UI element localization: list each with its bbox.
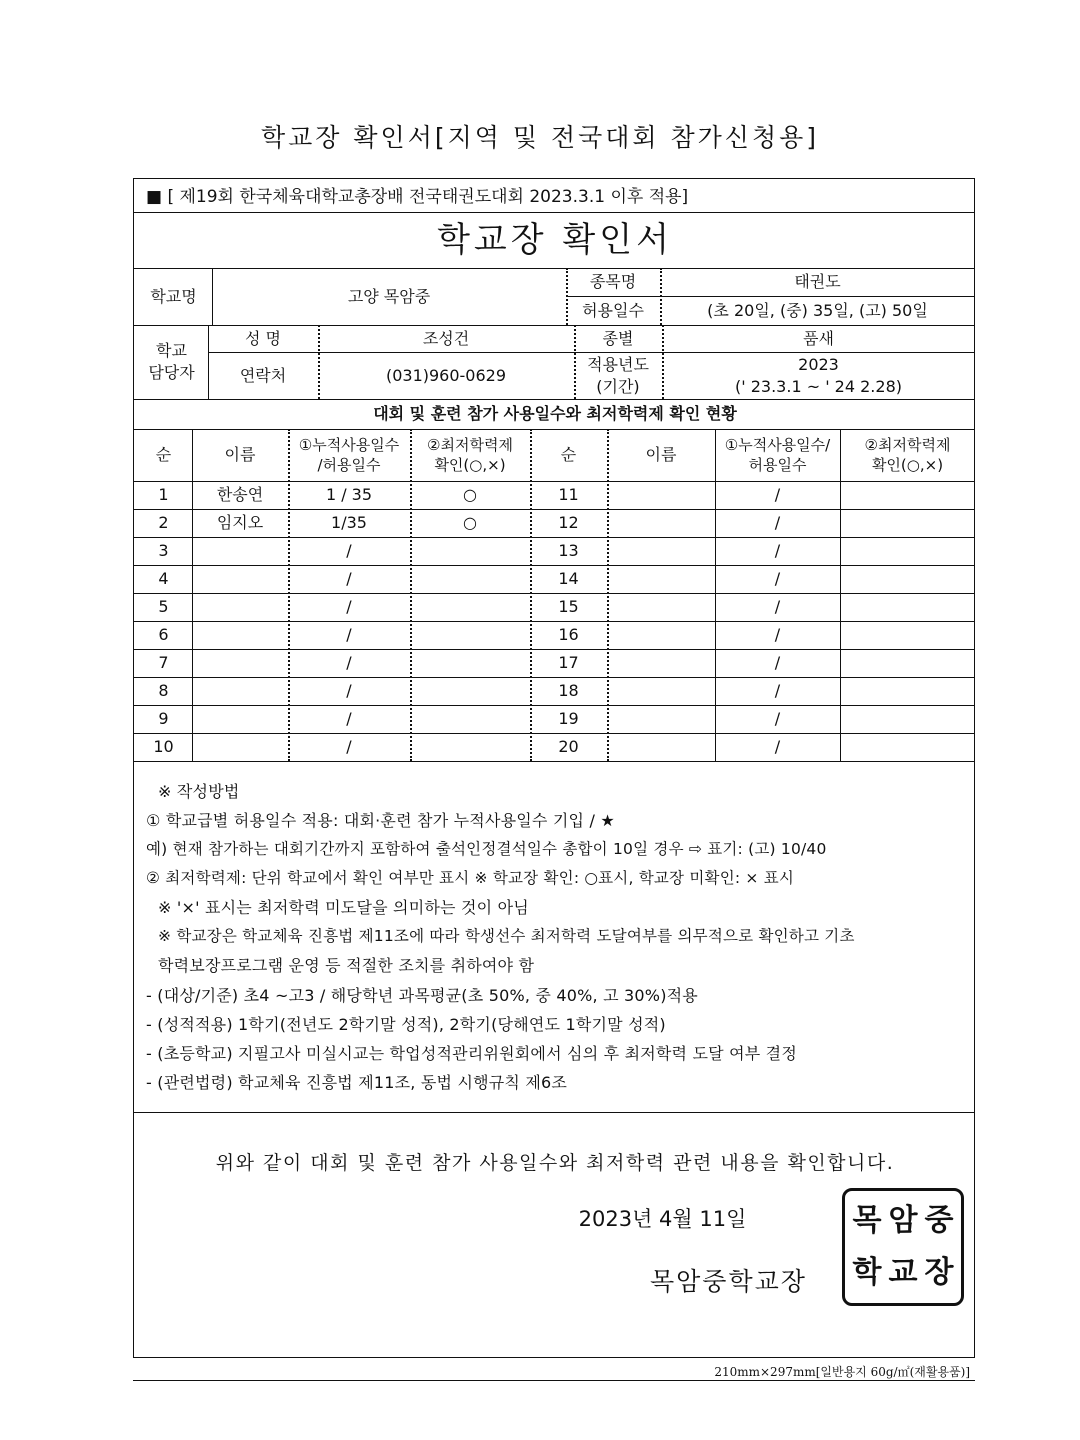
header-name-2: 이름 — [645, 445, 677, 465]
row-no: 16 — [558, 625, 579, 645]
school-name-value: 고양 목암중 — [347, 286, 431, 306]
contact-person-label: 학교 담당자 — [148, 341, 195, 382]
row-no: 20 — [558, 737, 579, 757]
row-no: 8 — [158, 681, 169, 701]
issue-date: 2023년 4월 11일 — [578, 1207, 747, 1231]
instruction-line: ※ '×' 표시는 최저학력 미도달을 의미하는 것이 아님 — [158, 898, 529, 917]
row-no: 9 — [158, 709, 169, 729]
year-value: 2023 (' 23.3.1 ~ ' 24 2.28) — [735, 354, 902, 396]
official-seal: 목 암 중 학 교 장 — [842, 1188, 964, 1306]
category-value: 품새 — [803, 328, 834, 348]
row-name: 임지오 — [216, 513, 264, 533]
row-no: 11 — [558, 485, 579, 505]
category-label: 종별 — [602, 328, 634, 348]
phone-label: 연락처 — [239, 365, 287, 385]
row-days: 1 / 35 — [325, 485, 373, 505]
row-days: / — [346, 569, 352, 589]
row-days: / — [346, 541, 352, 561]
row-days: / — [774, 513, 781, 533]
row-no: 2 — [158, 513, 169, 533]
header-no: 순 — [155, 445, 172, 465]
instruction-line: ※ 학교장은 학교체육 진흥법 제11조에 따라 학생선수 최저학력 도달여부를 의무적으로 확인하고 기초 — [158, 927, 855, 945]
allowed-days-value: (초 20일, (중) 35일, (고) 50일 — [707, 300, 928, 320]
row-no: 12 — [558, 513, 579, 533]
row-days: / — [346, 597, 352, 617]
instruction-line: 학력보장프로그램 운영 등 적절한 조치를 취하여야 함 — [158, 956, 535, 975]
header-min-grade-2: ②최저학력제 확인(○,×) — [864, 435, 951, 474]
event-label: 종목명 — [589, 272, 637, 292]
row-no: 3 — [158, 541, 169, 561]
header-no-2: 순 — [560, 445, 577, 465]
row-check: ○ — [463, 513, 477, 533]
row-days: / — [346, 653, 352, 673]
instruction-line: ① 학교급별 허용일수 적용: 대회·훈련 참가 누적사용일수 기입 / ★ — [146, 811, 615, 830]
name-label: 성 명 — [245, 328, 281, 348]
phone-value: (031)960-0629 — [385, 365, 507, 385]
document-title: 학교장 확인서 — [437, 220, 673, 261]
row-days: / — [774, 485, 781, 505]
event-value: 태권도 — [794, 272, 841, 292]
row-no: 10 — [153, 737, 174, 757]
contact-name-value: 조성건 — [422, 328, 470, 348]
row-days: / — [774, 569, 781, 589]
paper-spec: 210mm×297mm[일반용지 60g/㎡(재활용품)] — [714, 1365, 970, 1379]
footer-divider — [133, 1380, 975, 1381]
row-days: / — [774, 597, 781, 617]
row-days: / — [774, 681, 781, 701]
row-days: / — [346, 737, 352, 757]
row-no: 7 — [158, 653, 169, 673]
row-check: ○ — [463, 485, 477, 505]
header-days-2: ①누적사용일수/ 허용일수 — [724, 435, 831, 474]
page-title: 학교장 확인서[지역 및 전국대회 참가신청용] — [261, 123, 819, 152]
divider — [133, 212, 975, 213]
instruction-line: ② 최저학력제: 단위 학교에서 확인 여부만 표시 ※ 학교장 확인: ○표시, 학교장 미확인: × 표시 — [146, 869, 795, 887]
instruction-line: - (대상/기준) 초4 ~고3 / 해당학년 과목평균(초 50%, 중 40%, 고 30%)적용 — [146, 986, 698, 1005]
year-label: 적용년도 (기간) — [587, 354, 649, 396]
row-no: 15 — [558, 597, 579, 617]
section-title: 대회 및 훈련 참가 사용일수와 최저학력제 확인 현황 — [373, 404, 737, 424]
row-days: / — [346, 625, 352, 645]
row-name: 한송연 — [216, 485, 264, 505]
row-days: / — [774, 541, 781, 561]
school-name-label: 학교명 — [150, 286, 197, 306]
header-days: ①누적사용일수 /허용일수 — [298, 435, 400, 474]
row-no: 1 — [158, 485, 169, 505]
row-no: 6 — [158, 625, 169, 645]
row-days: / — [774, 737, 781, 757]
instruction-heading: ※ 작성방법 — [158, 782, 240, 801]
row-no: 18 — [558, 681, 579, 701]
row-days: / — [346, 709, 352, 729]
row-no: 14 — [558, 569, 579, 589]
row-no: 4 — [158, 569, 169, 589]
principal-signature: 목암중학교장 — [650, 1267, 807, 1296]
row-days: / — [346, 681, 352, 701]
row-days: / — [774, 625, 781, 645]
header-name: 이름 — [224, 445, 256, 465]
instruction-line: 예) 현재 참가하는 대회기간까지 포함하여 출석인정결석일수 총합이 10일 경우 ⇨ 표기: (고) 10/40 — [146, 840, 827, 858]
instruction-line: - (초등학교) 지필고사 미실시교는 학업성적관리위원회에서 심의 후 최저학력 도달 여부 결정 — [146, 1044, 797, 1063]
row-days: / — [774, 653, 781, 673]
row-days: 1/35 — [331, 513, 367, 533]
notice-text: ■ [ 제19회 한국체육대학교총장배 전국태권도대회 2023.3.1 이후 적용] — [146, 187, 689, 207]
allowed-days-label: 허용일수 — [582, 300, 644, 320]
header-min-grade: ②최저학력제 확인(○,×) — [427, 435, 513, 474]
confirmation-text: 위와 같이 대회 및 훈련 참가 사용일수와 최저학력 관련 내용을 확인합니다. — [215, 1152, 895, 1174]
instruction-line: - (관련법령) 학교체육 진흥법 제11조, 동법 시행규칙 제6조 — [146, 1073, 568, 1092]
row-no: 17 — [558, 653, 579, 673]
row-no: 19 — [558, 709, 579, 729]
instruction-line: - (성적적용) 1학기(전년도 2학기말 성적), 2학기(당해연도 1학기말 성적) — [146, 1015, 666, 1034]
row-no: 13 — [558, 541, 579, 561]
row-no: 5 — [158, 597, 169, 617]
row-days: / — [774, 709, 781, 729]
